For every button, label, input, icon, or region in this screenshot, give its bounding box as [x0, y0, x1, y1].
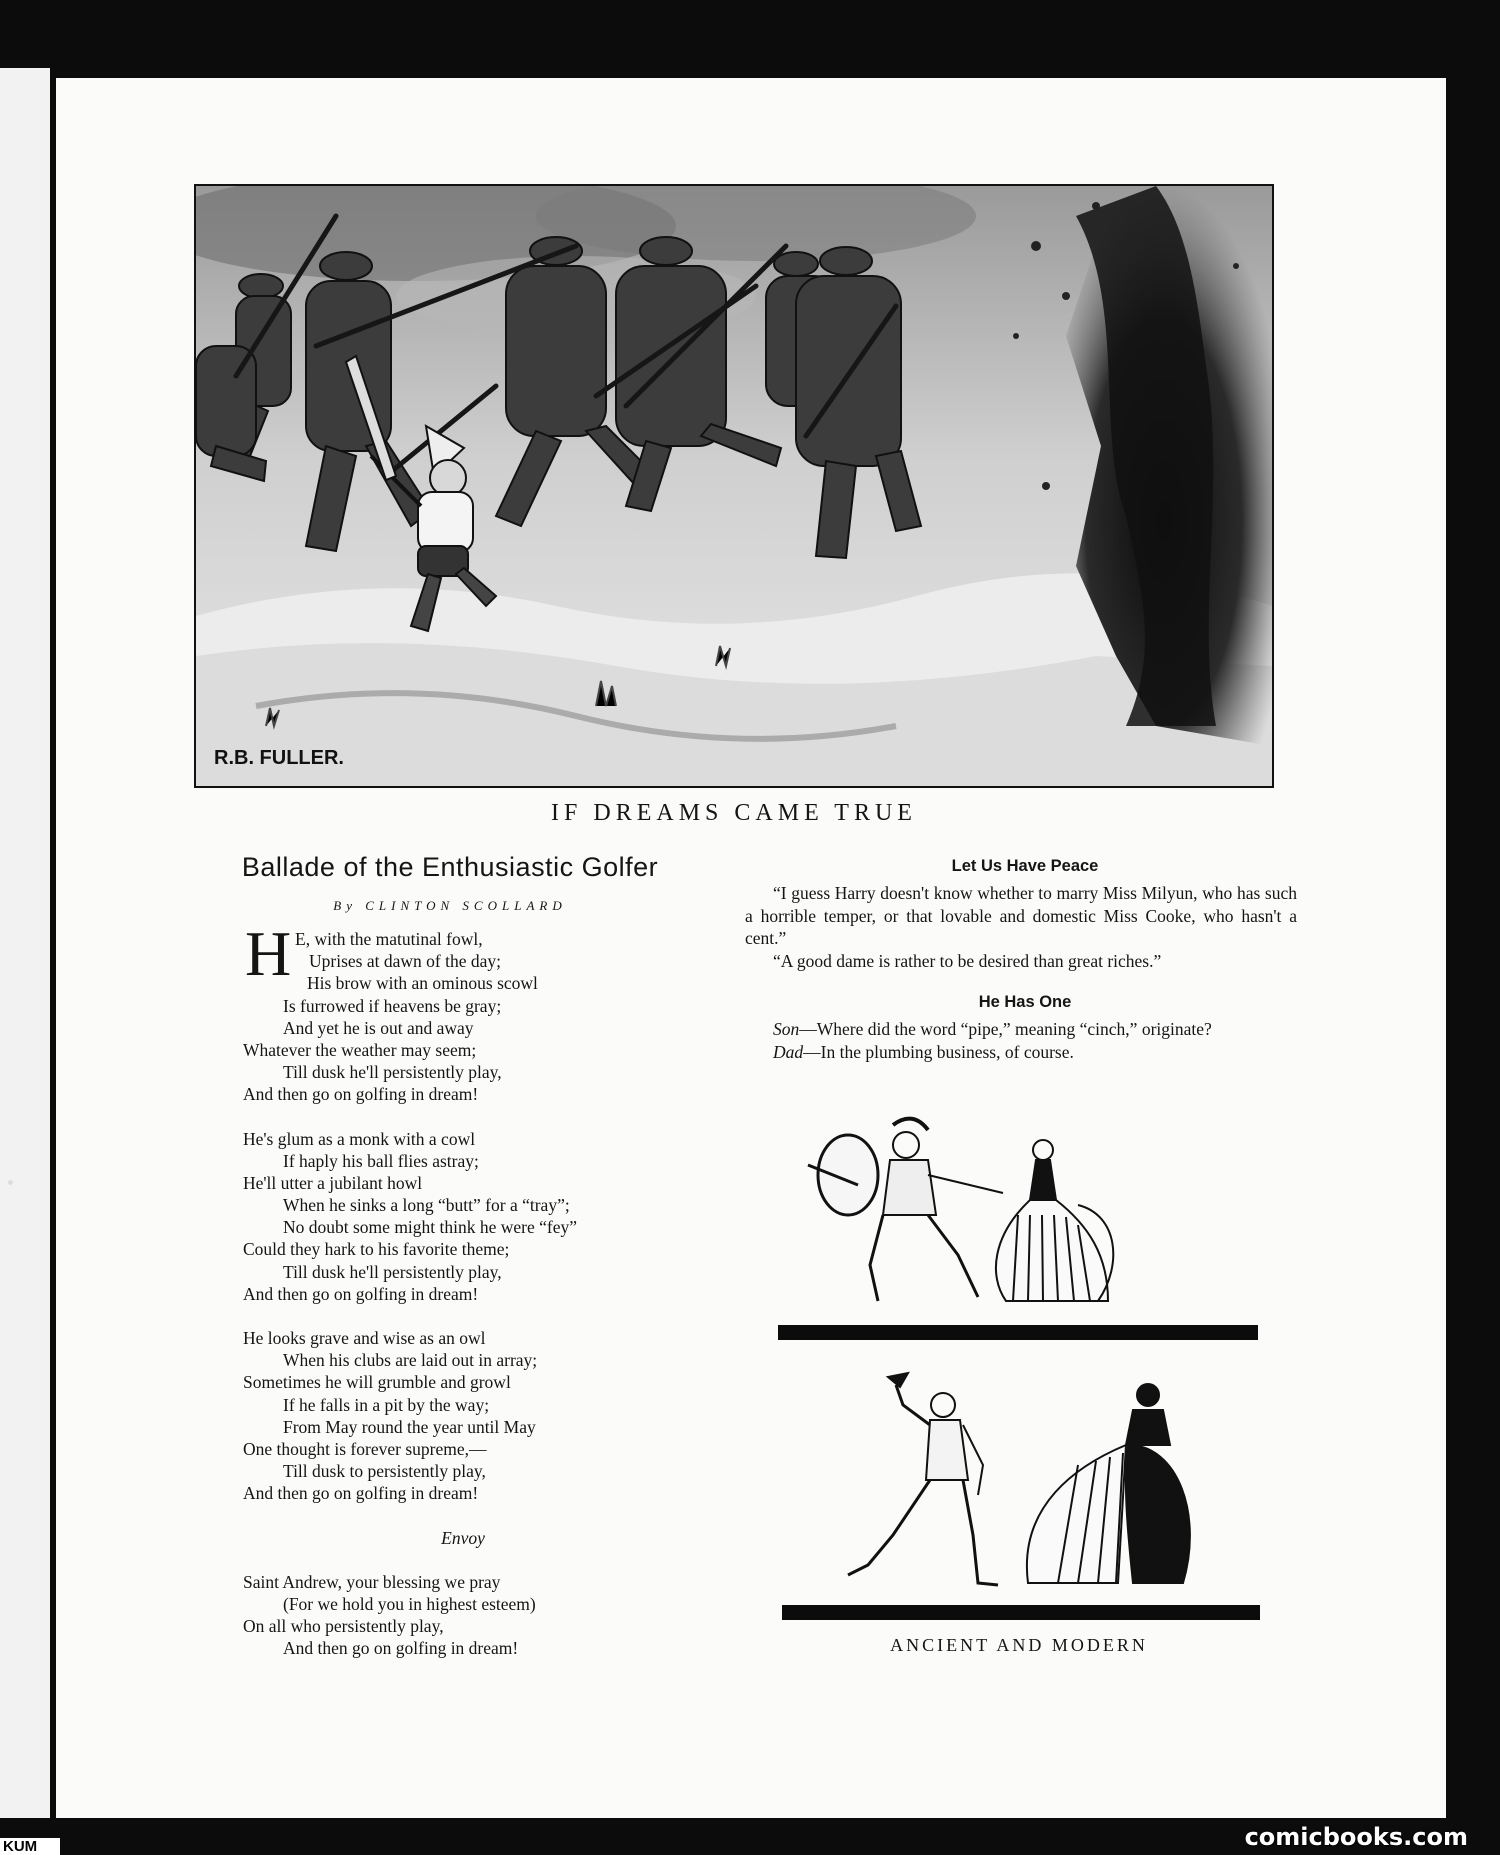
poem-line: And then go on golfing in dream! [243, 1283, 479, 1304]
scan-speck [8, 1180, 13, 1185]
poem-line: E, with the matutinal fowl, [295, 929, 483, 949]
joke-heading-peace: Let Us Have Peace [951, 857, 1099, 875]
illustration-caption: IF DREAMS CAME TRUE [551, 800, 917, 826]
dad-line: —In the plumbing business, of course. [803, 1041, 1074, 1062]
joke-paragraph [745, 1041, 1297, 1064]
poem-line: (For we hold you in highest esteem) [283, 1593, 536, 1614]
poem-line: If haply his ball flies astray; [283, 1150, 479, 1171]
poem-line: And yet he is out and away [283, 1017, 474, 1038]
poem-line: Sometimes he will grumble and growl [243, 1372, 511, 1393]
poem-line: If he falls in a pit by the way; [283, 1394, 490, 1415]
ancient-couple-drawing [778, 1105, 1260, 1325]
poem-line: One thought is forever supreme,— [243, 1438, 487, 1459]
ground-bar-ancient [778, 1325, 1258, 1340]
poem-line: And then go on golfing in dream! [243, 1084, 479, 1105]
poem-stanza-2 [243, 1128, 713, 1306]
poem-line: On all who persistently play, [243, 1615, 444, 1636]
scan-corner-label: KUM [0, 1838, 60, 1855]
poem-line: When his clubs are laid out in array; [283, 1350, 538, 1371]
poem-stanza-3 [243, 1327, 713, 1505]
poem-line: And then go on golfing in dream! [243, 1483, 479, 1504]
envoy-heading: Envoy [441, 1527, 485, 1548]
joke-peace-text [745, 882, 1297, 972]
poem-line: Saint Andrew, your blessing we pray [243, 1571, 501, 1592]
poem-line: Is furrowed if heavens be gray; [283, 995, 502, 1016]
joke-paragraph: “I guess Harry doesn't know whether to marry Miss Milyun, who has such a horrible temper, or that lovable and domestic Miss Cooke, who hasn't a cent.” [745, 883, 1297, 948]
poem-line: He'll utter a jubilant howl [243, 1172, 423, 1193]
poem-envoy [243, 1571, 713, 1660]
poem-line: Till dusk to persistently play, [283, 1461, 486, 1482]
poem-line: Uprises at dawn of the day; [309, 951, 501, 972]
poem-byline: By CLINTON SCOLLARD [333, 898, 567, 913]
modern-couple-drawing [778, 1365, 1260, 1603]
war-illustration [194, 184, 1274, 788]
poem-line: He's glum as a monk with a cowl [243, 1128, 476, 1149]
poem-body [243, 918, 713, 1659]
poem-line: Whatever the weather may seem; [243, 1039, 477, 1060]
watermark: comicbooks.com [1244, 1823, 1468, 1851]
poem-line: When he sinks a long “butt” for a “tray”; [283, 1195, 570, 1216]
facing-page-edge [0, 68, 50, 1818]
poem-line: He looks grave and wise as an owl [243, 1328, 486, 1348]
poem-line: And then go on golfing in dream! [283, 1638, 519, 1659]
poem-title: Ballade of the Enthusiastic Golfer [241, 852, 659, 882]
poem-line: From May round the year until May [283, 1416, 536, 1437]
artist-signature: R.B. FULLER. [214, 747, 344, 769]
ground-bar-modern [782, 1605, 1260, 1620]
joke-has-one-text [745, 1018, 1297, 1063]
poem-line: Till dusk he'll persistently play, [283, 1261, 502, 1282]
poem-line: His brow with an ominous scowl [307, 973, 538, 994]
joke-paragraph [745, 1018, 1297, 1041]
poem-line: Till dusk he'll persistently play, [283, 1062, 502, 1083]
drop-cap: H [245, 918, 292, 989]
poem-line: No doubt some might think he were “fey” [283, 1217, 578, 1238]
joke-heading-has-one: He Has One [978, 993, 1072, 1011]
joke-paragraph: “A good dame is rather to be desired than great riches.” [773, 950, 1162, 971]
cartoon-caption: ANCIENT AND MODERN [890, 1635, 1148, 1655]
son-line: —Where did the word “pipe,” meaning “cinch,” originate? [799, 1019, 1212, 1039]
poem-line: Could they hark to his favorite theme; [243, 1239, 510, 1260]
speaker-dad: Dad [773, 1041, 804, 1062]
speaker-son: Son [773, 1019, 800, 1039]
poem-stanza-1 [243, 918, 713, 1106]
